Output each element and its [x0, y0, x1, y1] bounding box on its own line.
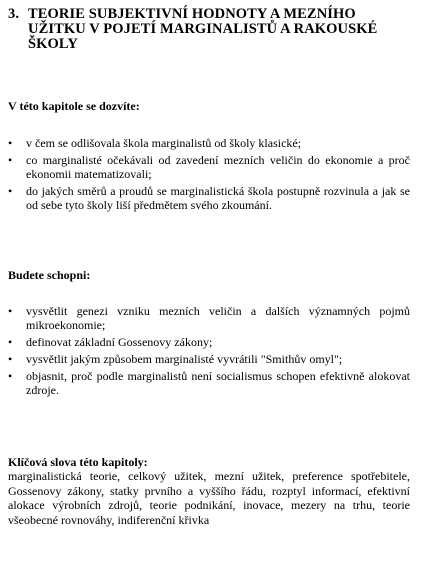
keywords-text: marginalistická teorie, celkový užitek, mezní užitek, preference spotřebitele, Gossenovy zákony, statky prvního a vyššího řádu, rozptyl informací, efektivní alokace výrobních zdrojů, teorie podnikání, inovace, mezery na trhu, teorie všeobecné rovnováhy, indiferenční křivka — [8, 469, 410, 527]
bullet-icon: • — [8, 304, 13, 318]
chapter-title — [8, 7, 418, 52]
chapter-number: 3. — [8, 6, 20, 22]
keywords-heading: Klíčová slova této kapitoly: — [8, 455, 148, 469]
list-item-text: vysvětlit genezi vzniku mezních veličin a dalších významných pojmů mikroekonomie; — [26, 304, 410, 332]
list-item — [8, 335, 410, 349]
bullet-icon: • — [8, 352, 13, 366]
list-item-text: do jakých směrů a proudů se marginalistická škola postupně rozvinula a jak se od sebe tyto školy liší předmětem svého zkoumání. — [26, 184, 410, 212]
list-item — [8, 184, 410, 212]
list-item-text: objasnit, proč podle marginalistů není socialismus schopen efektivně alokovat zdroje. — [26, 369, 410, 397]
list-item-text: vysvětlit jakým způsobem marginalisté vyvrátili "Smithův omyl"; — [26, 352, 343, 366]
list-item — [8, 153, 410, 181]
list-item-text: v čem se odlišovala škola marginalistů od školy klasické; — [26, 136, 302, 150]
list-item-text: definovat základní Gossenovy zákony; — [26, 335, 213, 349]
chapter-title-line-1 — [8, 7, 418, 22]
list-item-text: co marginalisté očekávali od zavedení mezních veličin do ekonomie a proč ekonomii matematizovali; — [26, 153, 410, 181]
list-item — [8, 136, 410, 150]
chapter-title-line-3: ŠKOLY — [28, 36, 78, 52]
bullet-icon: • — [8, 369, 13, 383]
list-item — [8, 352, 410, 366]
able-heading: Budete schopni: — [8, 268, 91, 282]
bullet-icon: • — [8, 136, 13, 150]
able-list — [8, 304, 410, 400]
bullet-icon: • — [8, 184, 13, 198]
chapter-title-text-1: TEORIE SUBJEKTIVNÍ HODNOTY A MEZNÍHO — [28, 6, 356, 22]
bullet-icon: • — [8, 153, 13, 167]
learn-list — [8, 136, 410, 215]
list-item — [8, 369, 410, 397]
list-item — [8, 304, 410, 332]
bullet-icon: • — [8, 335, 13, 349]
chapter-title-line-2: UŽITKU V POJETÍ MARGINALISTŮ A RAKOUSKÉ — [28, 21, 378, 37]
learn-heading: V této kapitole se dozvíte: — [8, 99, 140, 113]
